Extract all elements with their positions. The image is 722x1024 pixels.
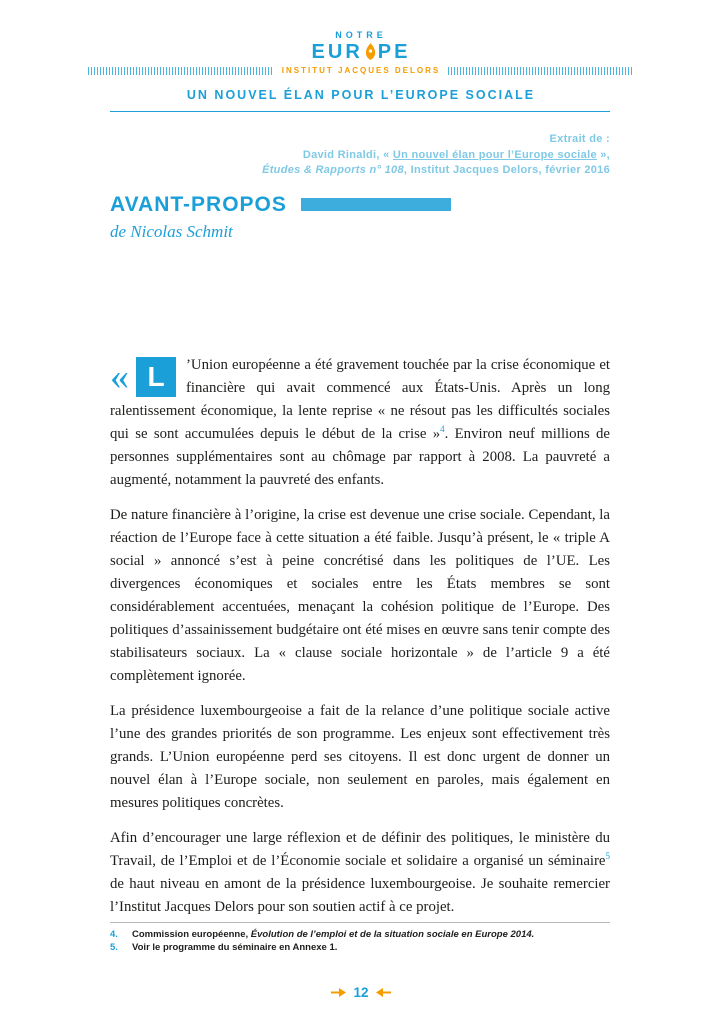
institute-name: INSTITUT JACQUES DELORS bbox=[281, 66, 441, 75]
footnote-4-number: 4. bbox=[110, 929, 118, 940]
dropcap bbox=[110, 354, 176, 400]
logo-pe-text: PE bbox=[377, 41, 411, 63]
citation-reference-end: », bbox=[596, 148, 610, 161]
footnote-4-title: Évolution de l’emploi et de la situation sociale en Europe 2014. bbox=[250, 929, 535, 940]
arrow-right-icon bbox=[331, 988, 346, 997]
document-series-title: UN NOUVEL ÉLAN POUR L’EUROPE SOCIALE bbox=[186, 88, 536, 102]
citation-block bbox=[0, 132, 610, 179]
page-number: 12 bbox=[353, 985, 369, 1000]
footnotes-section bbox=[110, 922, 610, 954]
body-text bbox=[110, 354, 610, 919]
paragraph-4-text: Afin d’encourager une large réflexion et de définir des politiques, le ministère du Travail, de l’Emploi et de l’Économie sociale et solidaire a organisé un séminaire bbox=[110, 829, 610, 869]
footnote-5 bbox=[110, 941, 610, 954]
notre-europe-logo bbox=[0, 30, 722, 63]
author-subtitle: de Nicolas Schmit bbox=[110, 221, 233, 241]
footnote-ref-5: 5 bbox=[605, 850, 610, 861]
opening-quote-mark: « bbox=[110, 355, 129, 398]
paragraph-4 bbox=[110, 827, 610, 919]
page-title: AVANT-PROPOS bbox=[110, 192, 287, 216]
citation-author: David Rinaldi, « bbox=[302, 148, 393, 161]
decorative-band-right bbox=[448, 67, 634, 75]
paragraph-1-text: ’Union européenne a été gravement touchée par la crise économique et financière qui avait commencé aux États-Unis. Après un long ralentissement économique, la lente reprise « ne résout pas les difficultés sociales qui se sont accumulées depuis le début de la crise » bbox=[110, 356, 610, 442]
footnote-4 bbox=[110, 928, 610, 941]
citation-publisher: , Institut Jacques Delors, février 2016 bbox=[403, 164, 610, 176]
decorative-band-left bbox=[88, 67, 274, 75]
banner-divider bbox=[110, 111, 610, 112]
page-header bbox=[0, 0, 722, 112]
page-footer bbox=[0, 985, 722, 1000]
heading-highlight-box bbox=[301, 198, 451, 211]
footnote-5-text bbox=[132, 941, 337, 954]
arrow-left-icon bbox=[376, 988, 391, 997]
band-row bbox=[0, 66, 722, 75]
paragraph-3: La présidence luxembourgeoise a fait de la relance d’une politique sociale active l’une des grandes priorités de son programme. Les enjeux sont effectivement très grands. L’Union européenne perd ses citoyens. Il est donc urgent de donner un nouvel élan à l’Europe sociale, non seulement en paroles, mais également en mesures politiques concrètes. bbox=[110, 702, 610, 811]
logo-notre-text: NOTRE bbox=[335, 30, 387, 40]
footnote-4-text bbox=[132, 928, 534, 941]
paragraph-1-text-end: . Environ neuf millions de personnes supplémentaires sont au chômage par rapport à 2008. La pauvreté a augmenté, notamment la pauvreté des enfants. bbox=[110, 425, 610, 488]
rocket-icon bbox=[364, 43, 377, 60]
paragraph-1 bbox=[110, 354, 610, 492]
logo-eur-text: EUR bbox=[311, 41, 363, 63]
heading-row bbox=[110, 193, 610, 217]
dropcap-letter: L bbox=[136, 357, 176, 397]
footnote-ref-4: 4 bbox=[440, 423, 445, 434]
citation-label: Extrait de : bbox=[549, 133, 610, 145]
footnote-4-pre: Commission européenne, bbox=[132, 929, 251, 940]
heading-section bbox=[110, 193, 610, 242]
citation-series: Études & Rapports n° 108 bbox=[262, 164, 404, 176]
logo-europe-text bbox=[0, 42, 722, 63]
citation-reference bbox=[0, 148, 610, 164]
footnote-5-number: 5. bbox=[110, 942, 118, 953]
footnote-5-pre: Voir le programme du séminaire en Annexe 1. bbox=[132, 942, 338, 953]
citation-source bbox=[0, 163, 610, 179]
paragraph-2: De nature financière à l’origine, la crise est devenue une crise sociale. Cependant, la réaction de l’Europe face à cette situation a été faible. Jusqu’à présent, le « triple A social » annoncé s’est à peine concrétisé dans les politiques de l’UE. Les divergences économiques et sociales entre les États membres se sont considérablement accentuées, menaçant la cohésion politique de l’Europe. Des politiques d’assainissement budgétaire ont été mises en œuvre sans tenir compte des stabilisateurs sociaux. La « clause sociale horizontale » de l’article 9 a été complètement ignorée. bbox=[110, 506, 610, 684]
citation-link[interactable]: Un nouvel élan pour l’Europe sociale bbox=[392, 148, 597, 161]
paragraph-4-text-end: de haut niveau en amont de la présidence luxembourgeoise. Je souhaite remercier l’Institut Jacques Delors pour son soutien actif à ce projet. bbox=[110, 875, 610, 915]
